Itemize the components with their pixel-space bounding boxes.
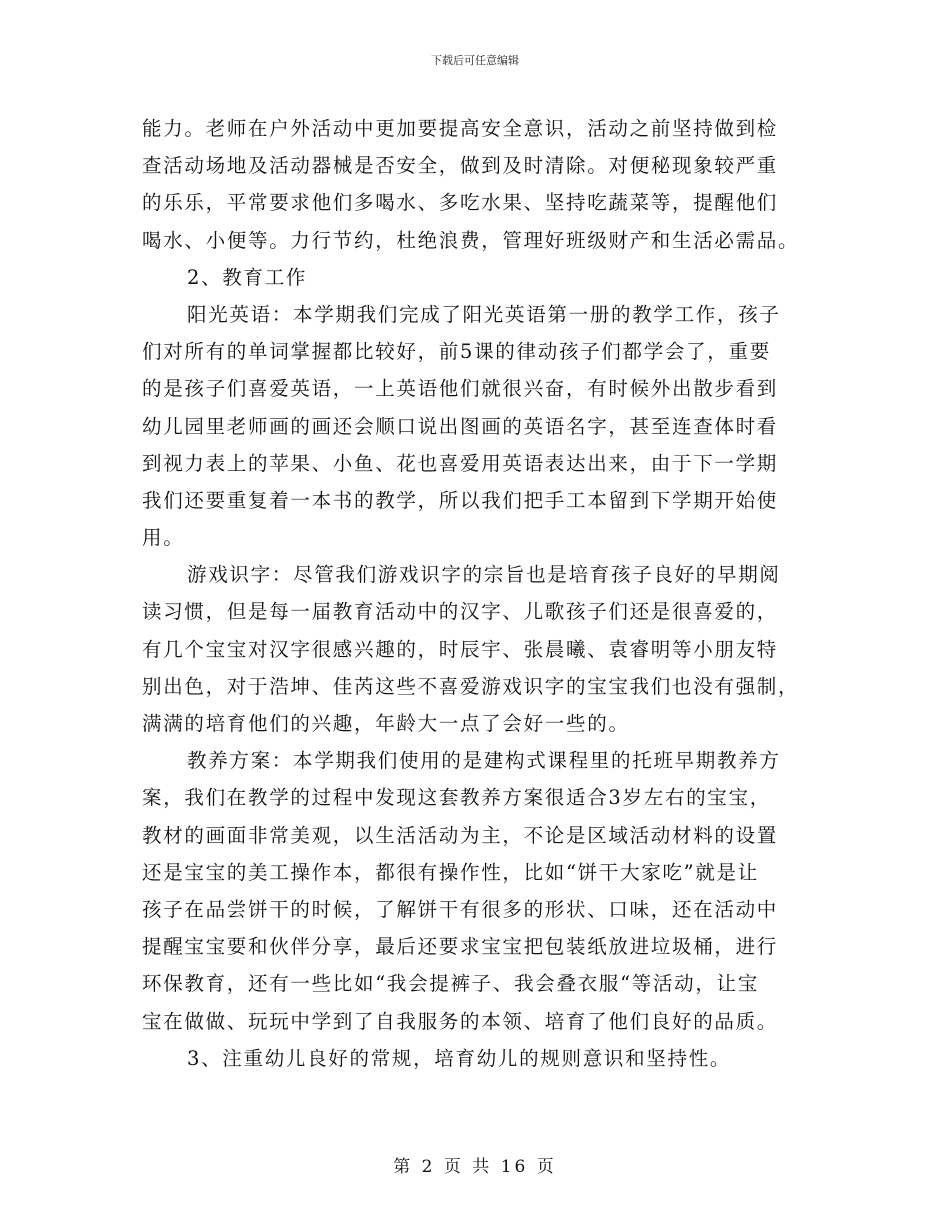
body-line: 读习惯，但是每一届教育活动中的汉字、儿歌孩子们还是很喜爱的， — [142, 600, 779, 624]
body-line: 还是宝宝的美工操作本，都很有操作性，比如“饼干大家吃”就是让 — [142, 860, 759, 884]
body-line: 有几个宝宝对汉字很感兴趣的，时辰宇、张晨曦、袁睿明等小朋友特 — [142, 637, 779, 661]
body-line: 宝在做做、玩玩中学到了自我服务的本领、培育了他们良好的品质。 — [142, 1009, 779, 1033]
body-line: 提醒宝宝要和伙伴分享，最后还要求宝宝把包装纸放进垃圾桶，进行 — [142, 935, 779, 959]
body-line: 用。 — [142, 526, 185, 550]
body-line: 们对所有的单词掌握都比较好，前5课的律动孩子们都学会了，重要 — [142, 340, 771, 364]
section-heading-routine: 3、注重幼儿良好的常规，培育幼儿的规则意识和坚持性。 — [187, 1046, 732, 1070]
body-line: 的乐乐，平常要求他们多喝水、多吃水果、坚持吃蔬菜等，提醒他们 — [142, 191, 779, 215]
body-line: 的是孩子们喜爱英语，一上英语他们就很兴奋，有时候外出散步看到 — [142, 377, 779, 401]
body-line: 能力。老师在户外活动中更加要提高安全意识，活动之前坚持做到检 — [142, 117, 779, 140]
paragraph-start-english: 阳光英语：本学期我们完成了阳光英语第一册的教学工作，孩子 — [187, 302, 781, 326]
page-header: 下载后可任意编辑 — [431, 54, 519, 67]
body-line: 别出色，对于浩坤、佳芮这些不喜爱游戏识字的宝宝我们也没有强制， — [142, 674, 800, 698]
paragraph-start-curriculum: 教养方案：本学期我们使用的是建构式课程里的托班早期教养方 — [187, 749, 781, 773]
page-footer: 第 2 页 共 16 页 — [393, 1157, 557, 1177]
body-line: 查活动场地及活动器械是否安全，做到及时清除。对便秘现象较严重 — [142, 154, 779, 178]
paragraph-start-literacy: 游戏识字：尽管我们游戏识字的宗旨也是培育孩子良好的早期阅 — [187, 563, 781, 587]
body-line: 满满的培育他们的兴趣，年龄大一点了会好一些的。 — [142, 712, 630, 735]
section-heading-education: 2、教育工作 — [187, 265, 308, 289]
body-line: 幼儿园里老师画的画还会顺口说出图画的英语名字，甚至连查体时看 — [142, 414, 779, 438]
body-line: 孩子在品尝饼干的时候，了解饼干有很多的形状、口味，还在活动中 — [142, 897, 779, 921]
body-line: 案，我们在教学的过程中发现这套教养方案很适合3岁左右的宝宝， — [142, 786, 771, 810]
body-line: 到视力表上的苹果、小鱼、花也喜爱用英语表达出来，由于下一学期 — [142, 451, 779, 475]
document-body — [142, 110, 810, 1077]
body-line: 喝水、小便等。力行节约，杜绝浪费，管理好班级财产和生活必需品。 — [142, 228, 800, 252]
body-line: 环保教育，还有一些比如“我会提裤子、我会叠衣服“等活动，让宝 — [142, 972, 759, 996]
body-line: 教材的画面非常美观，以生活活动为主，不论是区域活动材料的设置 — [142, 823, 779, 847]
body-line: 我们还要重复着一本书的教学，所以我们把手工本留到下学期开始使 — [142, 488, 779, 512]
